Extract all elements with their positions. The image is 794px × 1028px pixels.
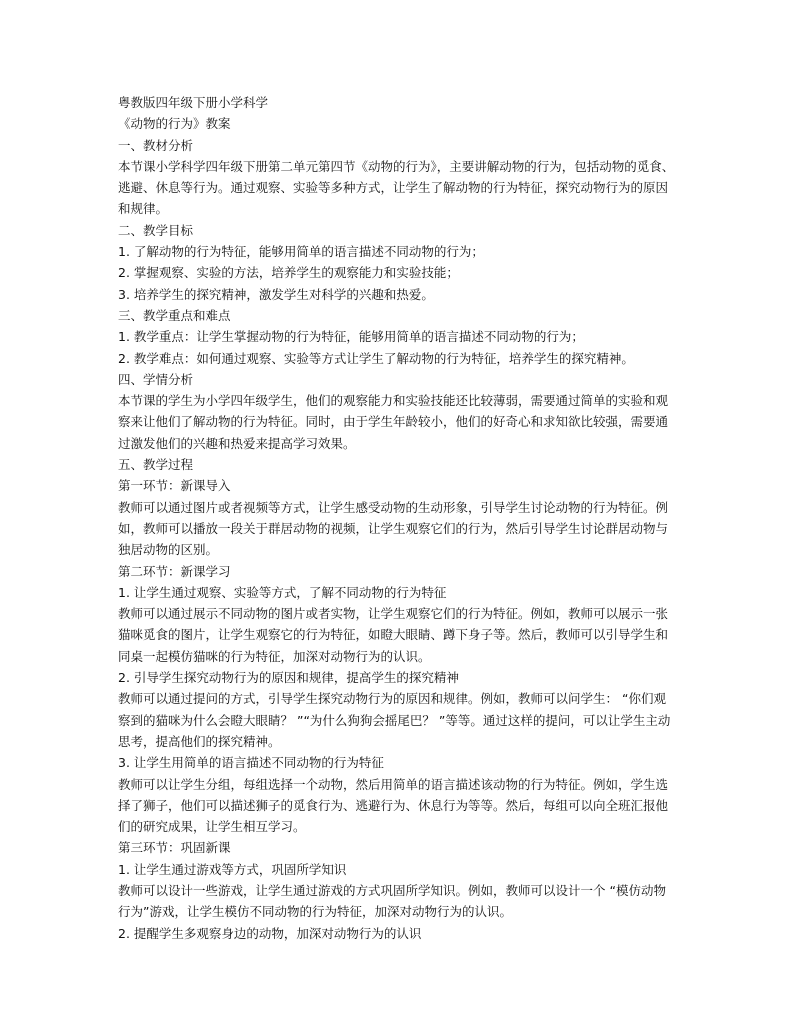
paragraph: 教师可以设计一些游戏，让学生通过游戏的方式巩固所学知识。例如，教师可以设计一个 “模仿动物行为”游戏，让学生模仿不同动物的行为特征，加深对动物行为的认识。 [118, 882, 666, 920]
list-item: 3. 让学生用简单的语言描述不同动物的行为特征 [118, 755, 384, 771]
list-item: 1. 教学重点：让学生掌握动物的行为特征，能够用简单的语言描述不同动物的行为； [118, 329, 584, 345]
paragraph: 本节课的学生为小学四年级学生，他们的观察能力和实验技能还比较薄弱，需要通过简单的实验和观察来让他们了解动物的行为特征。同时，由于学生年龄较小，他们的好奇心和求知欲比较强，需要通过激发他们的兴趣和热爱来提高学习效果。 [118, 393, 669, 451]
section-heading: 三、教学重点和难点 [118, 307, 231, 323]
list-item: 1. 了解动物的行为特征，能够用简单的语言描述不同动物的行为； [118, 244, 484, 260]
section-heading: 二、教学目标 [118, 222, 194, 238]
section-heading: 四、学情分析 [118, 371, 194, 387]
subsection-heading: 第二环节：新课学习 [118, 563, 231, 579]
lesson-plan-body [118, 92, 678, 944]
subsection-heading: 第一环节：新课导入 [118, 478, 231, 494]
paragraph: 教师可以通过展示不同动物的图片或者实物，让学生观察它们的行为特征。例如，教师可以展示一张猫咪觅食的图片，让学生观察它的行为特征，如瞪大眼睛、蹲下身子等。然后，教师可以引导学生和同桌一起模仿猫咪的行为特征，加深对动物行为的认识。 [118, 606, 669, 664]
list-item: 2. 引导学生探究动物行为的原因和规律，提高学生的探究精神 [118, 670, 459, 686]
doc-header: 粤教版四年级下册小学科学 [118, 95, 269, 110]
paragraph: 教师可以通过图片或者视频等方式，让学生感受动物的生动形象，引导学生讨论动物的行为特征。例如，教师可以播放一段关于群居动物的视频，让学生观察它们的行为，然后引导学生讨论群居动物与独居动物的区别。 [118, 499, 669, 558]
list-item: 2. 掌握观察、实验的方法，培养学生的观察能力和实验技能； [118, 265, 459, 281]
list-item: 2. 教学难点：如何通过观察、实验等方式让学生了解动物的行为特征，培养学生的探究精神。 [118, 350, 634, 366]
section-heading: 一、教材分析 [118, 137, 194, 153]
section-heading: 五、教学过程 [118, 457, 194, 473]
list-item: 1. 让学生通过游戏等方式，巩固所学知识 [118, 861, 347, 877]
list-item: 1. 让学生通过观察、实验等方式，了解不同动物的行为特征 [118, 584, 447, 600]
subsection-heading: 第三环节：巩固新课 [118, 840, 231, 856]
paragraph: 本节课小学科学四年级下册第二单元第四节《动物的行为》，主要讲解动物的行为，包括动物的觅食、逃避、休息等行为。通过观察、实验等多种方式，让学生了解动物的行为特征，探究动物行为的原因和规律。 [118, 158, 675, 217]
paragraph: 教师可以通过提问的方式，引导学生探究动物行为的原因和规律。例如，教师可以问学生： “你们观察到的猫咪为什么会瞪大眼睛？ ”“为什么狗狗会摇尾巴？ ”等等。通过这样的提问，可以让学生主动思考，提高他们的探究精神。 [118, 691, 671, 749]
list-item: 3. 培养学生的探究精神，激发学生对科学的兴趣和热爱。 [118, 286, 434, 302]
list-item: 2. 提醒学生多观察身边的动物，加深对动物行为的认识 [118, 925, 422, 941]
paragraph: 教师可以让学生分组，每组选择一个动物，然后用简单的语言描述该动物的行为特征。例如，学生选择了狮子，他们可以描述狮子的觅食行为、逃避行为、休息行为等等。然后，每组可以向全班汇报他们的研究成果，让学生相互学习。 [118, 776, 669, 835]
doc-title: 《动物的行为》教案 [118, 116, 231, 132]
